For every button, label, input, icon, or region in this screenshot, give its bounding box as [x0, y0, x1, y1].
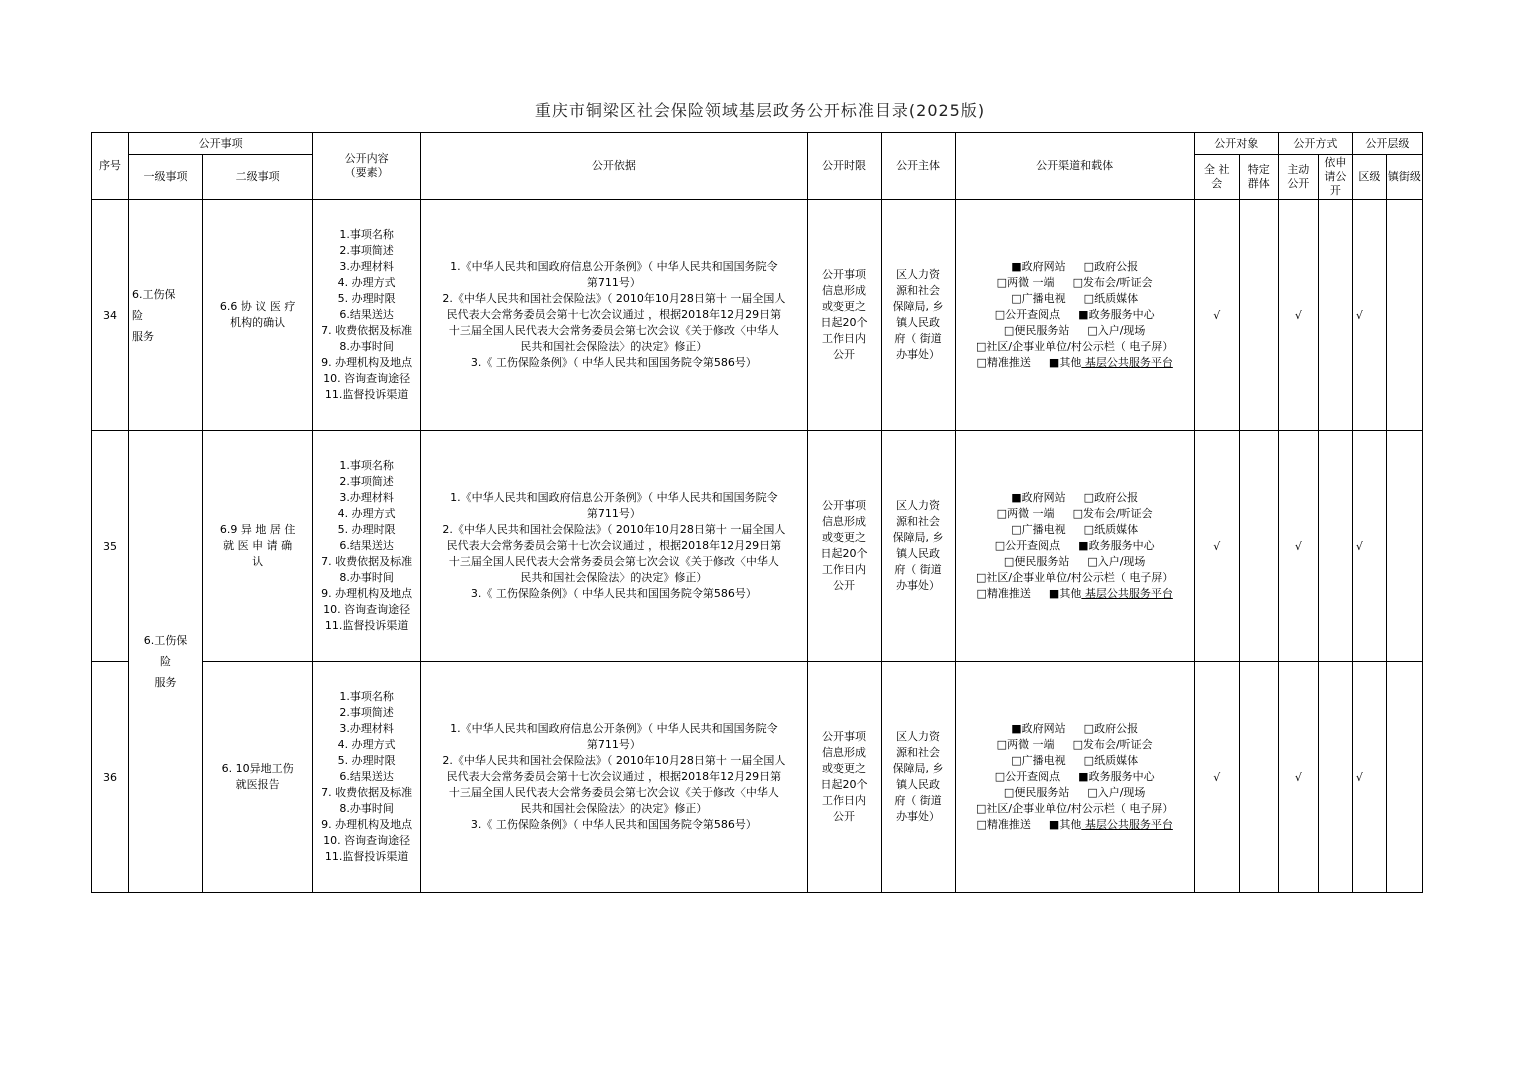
- text-line: 7. 收费依据及标准: [321, 324, 413, 337]
- text-line: 10. 咨询查询途径: [323, 834, 411, 847]
- channel-option: □广播电视: [1011, 523, 1066, 536]
- text-line: 2.事项简述: [339, 475, 394, 488]
- channel-option: □入户/现场: [1087, 555, 1146, 568]
- channel-line: [956, 769, 1194, 785]
- text-line: 公开: [833, 348, 856, 361]
- channel-option: □发布会/听证会: [1072, 738, 1153, 751]
- text-line: 6. 10异地工伤: [221, 762, 294, 775]
- header-line: 请公: [1324, 170, 1347, 183]
- text-line: 民共和国社会保险法〉的决定》修正）: [520, 571, 708, 584]
- channel-option: □社区/企事业单位/村公示栏（ 电子屏）: [976, 802, 1174, 815]
- channel-option: □纸质媒体: [1083, 292, 1139, 305]
- text-line: 镇人民政: [896, 778, 941, 791]
- text-line: 3.《 工伤保险条例》（ 中华人民共和国国务院令第586号）: [470, 587, 757, 600]
- text-line: 保障局, 乡: [892, 531, 944, 544]
- header-level-district: 区级: [1352, 155, 1386, 200]
- header-time-limit: 公开时限: [807, 133, 881, 200]
- text-line: 或变更之: [822, 300, 867, 313]
- text-line: 镇人民政: [896, 547, 941, 560]
- method-apply-check: [1318, 200, 1352, 431]
- time-limit-cell: [807, 431, 881, 662]
- channel-option: □政府公报: [1083, 260, 1139, 273]
- text-line: 10. 咨询查询途径: [323, 372, 411, 385]
- text-line: 府（ 街道: [894, 332, 942, 345]
- channel-line: [956, 522, 1194, 538]
- text-line: 1.事项名称: [339, 459, 394, 472]
- text-line: 办事处）: [896, 579, 941, 592]
- text-line: 8.办事时间: [339, 571, 394, 584]
- text-line: 保障局, 乡: [892, 300, 944, 313]
- text-line: 5. 办理时限: [337, 754, 396, 767]
- level2-item-cell: [203, 431, 313, 662]
- text-line: 2.事项简述: [339, 706, 394, 719]
- text-line: 3.《 工伤保险条例》（ 中华人民共和国国务院令第586号）: [470, 356, 757, 369]
- basis-cell: [421, 200, 807, 431]
- header-matters: 公开事项: [129, 133, 313, 155]
- text-line: 就 医 申 请 确: [223, 539, 293, 552]
- text-line: 源和社会: [896, 515, 941, 528]
- text-line: 服务: [132, 329, 155, 343]
- text-line: 险: [132, 308, 144, 322]
- channel-option: □精准推送: [976, 818, 1031, 831]
- level-district-check: √: [1352, 662, 1386, 893]
- channel-option: □便民服务站: [1003, 324, 1070, 337]
- channel-line: [956, 817, 1194, 833]
- text-line: 日起20个: [820, 778, 868, 791]
- channel-option: □两微 一端: [996, 276, 1055, 289]
- header-method: 公开方式: [1278, 133, 1352, 155]
- table-row: [92, 662, 1423, 893]
- level-town-check: [1386, 200, 1422, 431]
- channel-line: [956, 291, 1194, 307]
- header-channels: 公开渠道和载体: [955, 133, 1194, 200]
- text-line: 认: [252, 555, 264, 568]
- channel-option: □纸质媒体: [1083, 523, 1139, 536]
- channel-option: □精准推送: [976, 587, 1031, 600]
- channel-option: □发布会/听证会: [1072, 276, 1153, 289]
- page-title: 重庆市铜梁区社会保险领域基层政务公开标准目录(2025版): [534, 101, 986, 120]
- channel-line: [956, 737, 1194, 753]
- channel-line: [956, 570, 1194, 586]
- text-line: 工作日内: [822, 794, 867, 807]
- method-active-check: √: [1278, 662, 1318, 893]
- channel-option: ■政府网站: [1011, 722, 1066, 735]
- level1-item-cell: [129, 200, 203, 431]
- header-level1: 一级事项: [129, 155, 203, 200]
- channel-option: □入户/现场: [1087, 786, 1146, 799]
- text-line: 9. 办理机构及地点: [321, 818, 413, 831]
- channel-option: □两微 一端: [996, 738, 1055, 751]
- channel-line: [956, 538, 1194, 554]
- channel-line: [956, 275, 1194, 291]
- text-line: 就医报告: [235, 778, 280, 791]
- text-line: 源和社会: [896, 284, 941, 297]
- header-level2: 二级事项: [203, 155, 313, 200]
- header-content-line: 公开内容: [344, 152, 389, 165]
- text-line: 9. 办理机构及地点: [321, 356, 413, 369]
- text-line: 2.《中华人民共和国社会保险法》（ 2010年10月28日第十 一届全国人: [442, 523, 786, 536]
- text-line: 险: [160, 655, 172, 668]
- header-line: 开: [1329, 184, 1341, 197]
- text-line: 第711号）: [586, 507, 641, 520]
- content-cell: [313, 662, 421, 893]
- text-line: 11.监督投诉渠道: [324, 388, 409, 401]
- text-line: 公开: [833, 810, 856, 823]
- header-line: 公开: [1287, 177, 1310, 190]
- channel-line: [956, 586, 1194, 602]
- target-specific-check: [1239, 431, 1278, 662]
- channel-option: □社区/企事业单位/村公示栏（ 电子屏）: [976, 340, 1174, 353]
- text-line: 镇人民政: [896, 316, 941, 329]
- text-line: 3.办理材料: [339, 260, 394, 273]
- level-district-check: √: [1352, 431, 1386, 662]
- channel-option: ■其他 基层公共服务平台: [1048, 818, 1173, 831]
- channel-option: □公开查阅点: [994, 770, 1061, 783]
- header-content-line: （要素）: [344, 166, 389, 179]
- text-line: 十三届全国人民代表大会常务委员会第七次会议《关于修改〈中华人: [448, 555, 779, 568]
- channels-cell: [955, 431, 1194, 662]
- text-line: 第711号）: [586, 738, 641, 751]
- catalog-table: [91, 132, 1423, 893]
- time-limit-cell: [807, 662, 881, 893]
- channel-option: □纸质媒体: [1083, 754, 1139, 767]
- channel-option: □社区/企事业单位/村公示栏（ 电子屏）: [976, 571, 1174, 584]
- text-line: 6.结果送达: [339, 539, 394, 552]
- header-line: 群体: [1247, 177, 1270, 190]
- subject-cell: [881, 200, 955, 431]
- header-content: [313, 133, 421, 200]
- text-line: 或变更之: [822, 762, 867, 775]
- text-line: 十三届全国人民代表大会常务委员会第七次会议《关于修改〈中华人: [448, 324, 779, 337]
- header-level-town: 镇街级: [1386, 155, 1422, 200]
- header-target-specific: [1239, 155, 1278, 200]
- content-cell: [313, 200, 421, 431]
- channel-option: □政府公报: [1083, 491, 1139, 504]
- text-line: 信息形成: [822, 284, 867, 297]
- seq-cell: 35: [92, 431, 129, 662]
- text-line: 日起20个: [820, 547, 868, 560]
- channel-option: ■政府网站: [1011, 491, 1066, 504]
- header-line: 全 社: [1204, 163, 1230, 176]
- text-line: 办事处）: [896, 348, 941, 361]
- text-line: 区人力资: [896, 730, 941, 743]
- channel-option: □广播电视: [1011, 292, 1066, 305]
- channel-line: [956, 259, 1194, 275]
- text-line: 1.事项名称: [339, 690, 394, 703]
- text-line: 府（ 街道: [894, 794, 942, 807]
- header-method-apply: [1318, 155, 1352, 200]
- text-line: 6.6 协 议 医 疗: [219, 300, 296, 313]
- header-method-active: [1278, 155, 1318, 200]
- channels-cell: [955, 200, 1194, 431]
- text-line: 2.《中华人民共和国社会保险法》（ 2010年10月28日第十 一届全国人: [442, 292, 786, 305]
- channel-option: □广播电视: [1011, 754, 1066, 767]
- header-line: 特定: [1247, 163, 1270, 176]
- text-line: 1.《中华人民共和国政府信息公开条例》（ 中华人民共和国国务院令: [450, 260, 778, 273]
- target-specific-check: [1239, 200, 1278, 431]
- level2-item-cell: [203, 200, 313, 431]
- text-line: 公开事项: [822, 268, 867, 281]
- text-line: 民代表大会常务委员会第十七次会议通过 ，根据2018年12月29日第: [446, 770, 782, 783]
- target-all-check: √: [1194, 662, 1239, 893]
- text-line: 7. 收费依据及标准: [321, 555, 413, 568]
- seq-cell: 36: [92, 662, 129, 893]
- header-target-all: [1194, 155, 1239, 200]
- target-all-check: √: [1194, 200, 1239, 431]
- text-line: 3.办理材料: [339, 722, 394, 735]
- text-line: 3.《 工伤保险条例》（ 中华人民共和国国务院令第586号）: [470, 818, 757, 831]
- level-town-check: [1386, 662, 1422, 893]
- text-line: 民共和国社会保险法〉的决定》修正）: [520, 802, 708, 815]
- text-line: 府（ 街道: [894, 563, 942, 576]
- text-line: 区人力资: [896, 499, 941, 512]
- channel-option: ■政府网站: [1011, 260, 1066, 273]
- text-line: 10. 咨询查询途径: [323, 603, 411, 616]
- header-line: 会: [1211, 177, 1223, 190]
- text-line: 6.结果送达: [339, 770, 394, 783]
- text-line: 5. 办理时限: [337, 292, 396, 305]
- channel-option: ■政务服务中心: [1078, 770, 1155, 783]
- text-line: 民共和国社会保险法〉的决定》修正）: [520, 340, 708, 353]
- basis-cell: [421, 431, 807, 662]
- channel-line: [956, 554, 1194, 570]
- channel-option: ■其他 基层公共服务平台: [1048, 356, 1173, 369]
- channel-line: [956, 355, 1194, 371]
- channel-line: [956, 506, 1194, 522]
- text-line: 民代表大会常务委员会第十七次会议通过 ，根据2018年12月29日第: [446, 308, 782, 321]
- subject-cell: [881, 431, 955, 662]
- text-line: 民代表大会常务委员会第十七次会议通过 ，根据2018年12月29日第: [446, 539, 782, 552]
- target-all-check: √: [1194, 431, 1239, 662]
- text-line: 4. 办理方式: [337, 738, 396, 751]
- text-line: 公开事项: [822, 499, 867, 512]
- text-line: 源和社会: [896, 746, 941, 759]
- text-line: 11.监督投诉渠道: [324, 619, 409, 632]
- channel-option: ■其他 基层公共服务平台: [1048, 587, 1173, 600]
- channel-line: [956, 490, 1194, 506]
- method-active-check: √: [1278, 200, 1318, 431]
- channel-line: [956, 785, 1194, 801]
- text-line: 保障局, 乡: [892, 762, 944, 775]
- text-line: 2.《中华人民共和国社会保险法》（ 2010年10月28日第十 一届全国人: [442, 754, 786, 767]
- level-town-check: [1386, 431, 1422, 662]
- text-line: 工作日内: [822, 332, 867, 345]
- table-row: [92, 200, 1423, 431]
- text-line: 11.监督投诉渠道: [324, 850, 409, 863]
- text-line: 3.办理材料: [339, 491, 394, 504]
- channel-option: □发布会/听证会: [1072, 507, 1153, 520]
- channel-option: □精准推送: [976, 356, 1031, 369]
- text-line: 信息形成: [822, 746, 867, 759]
- text-line: 区人力资: [896, 268, 941, 281]
- text-line: 公开: [833, 579, 856, 592]
- channel-option: ■政务服务中心: [1078, 539, 1155, 552]
- header-seq: 序号: [92, 133, 129, 200]
- text-line: 机构的确认: [230, 316, 286, 329]
- channel-line: [956, 339, 1194, 355]
- seq-cell: 34: [92, 200, 129, 431]
- level-district-check: √: [1352, 200, 1386, 431]
- header-target: 公开对象: [1194, 133, 1278, 155]
- channel-line: [956, 753, 1194, 769]
- channel-line: [956, 307, 1194, 323]
- channel-option: □便民服务站: [1003, 786, 1070, 799]
- text-line: 4. 办理方式: [337, 507, 396, 520]
- header-basis: 公开依据: [421, 133, 807, 200]
- channel-option: □政府公报: [1083, 722, 1139, 735]
- text-line: 6.工伤保: [132, 287, 176, 301]
- subject-cell: [881, 662, 955, 893]
- channel-option: ■政务服务中心: [1078, 308, 1155, 321]
- text-line: 5. 办理时限: [337, 523, 396, 536]
- table-row: [92, 431, 1423, 662]
- text-line: 7. 收费依据及标准: [321, 786, 413, 799]
- text-line: 1.《中华人民共和国政府信息公开条例》（ 中华人民共和国国务院令: [450, 722, 778, 735]
- text-line: 1.《中华人民共和国政府信息公开条例》（ 中华人民共和国国务院令: [450, 491, 778, 504]
- basis-cell: [421, 662, 807, 893]
- channels-cell: [955, 662, 1194, 893]
- method-active-check: √: [1278, 431, 1318, 662]
- target-specific-check: [1239, 662, 1278, 893]
- text-line: 第711号）: [586, 276, 641, 289]
- text-line: 4. 办理方式: [337, 276, 396, 289]
- level1-item-cell: [129, 431, 203, 893]
- channel-option: □公开查阅点: [994, 308, 1061, 321]
- text-line: 8.办事时间: [339, 340, 394, 353]
- channel-option: □入户/现场: [1087, 324, 1146, 337]
- content-cell: [313, 431, 421, 662]
- header-line: 依申: [1324, 156, 1347, 169]
- method-apply-check: [1318, 431, 1352, 662]
- text-line: 日起20个: [820, 316, 868, 329]
- text-line: 6.工伤保: [143, 634, 188, 647]
- header-subject: 公开主体: [881, 133, 955, 200]
- level2-item-cell: [203, 662, 313, 893]
- header-level: 公开层级: [1352, 133, 1422, 155]
- text-line: 6.结果送达: [339, 308, 394, 321]
- text-line: 1.事项名称: [339, 228, 394, 241]
- text-line: 8.办事时间: [339, 802, 394, 815]
- text-line: 公开事项: [822, 730, 867, 743]
- text-line: 或变更之: [822, 531, 867, 544]
- text-line: 信息形成: [822, 515, 867, 528]
- method-apply-check: [1318, 662, 1352, 893]
- channel-option: □两微 一端: [996, 507, 1055, 520]
- channel-option: □公开查阅点: [994, 539, 1061, 552]
- text-line: 办事处）: [896, 810, 941, 823]
- text-line: 十三届全国人民代表大会常务委员会第七次会议《关于修改〈中华人: [448, 786, 779, 799]
- time-limit-cell: [807, 200, 881, 431]
- channel-line: [956, 801, 1194, 817]
- channel-line: [956, 323, 1194, 339]
- text-line: 9. 办理机构及地点: [321, 587, 413, 600]
- header-line: 主动: [1287, 163, 1310, 176]
- text-line: 服务: [154, 676, 177, 689]
- channel-option: □便民服务站: [1003, 555, 1070, 568]
- channel-line: [956, 721, 1194, 737]
- text-line: 工作日内: [822, 563, 867, 576]
- text-line: 2.事项简述: [339, 244, 394, 257]
- text-line: 6.9 异 地 居 住: [219, 523, 296, 536]
